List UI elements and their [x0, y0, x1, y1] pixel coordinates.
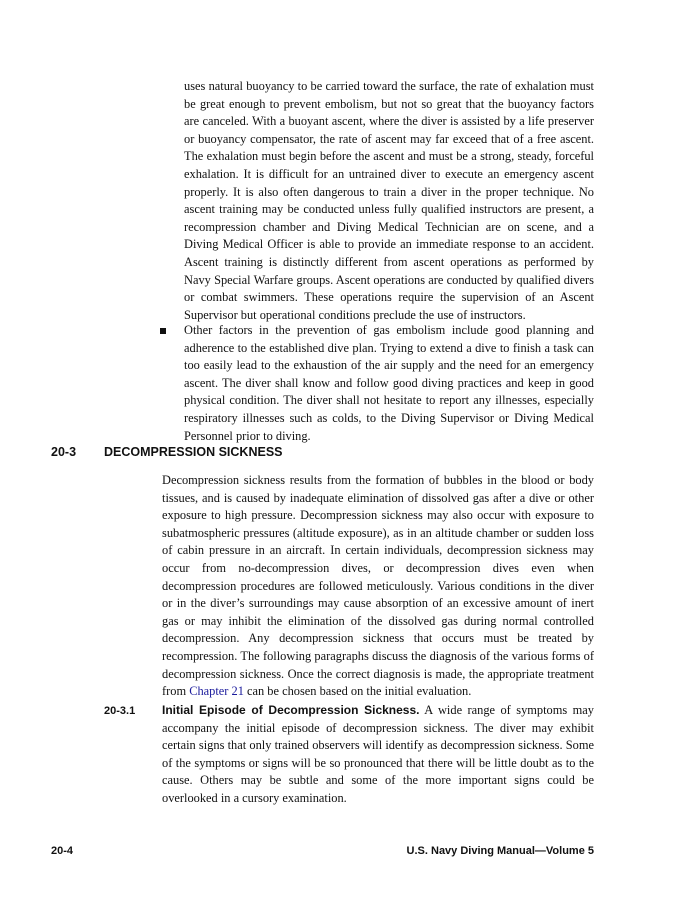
paragraph-text: Decompression sickness results from the formation of bubbles in the blood or body tissues, and is caused by inadequate elimination of dissolved gas after a dive or other exposure to high pressure. Decompression sickness may also occur with exposure to subatmospheric pressures (altitude exposure), as in an altitude chamber or sudden loss of cabin pressure in an aircraft. In certain individuals, decompression sickness may occur from no-decompression dives, or decompression dives even when decompression procedures are followed meticulously. Various conditions in the diver or in the diver’s surroundings may cause absorption of an excessive amount of inert gas or may inhibit the elimination of the dissolved gas during normal controlled decompression. Any decompression sickness that occurs must be treated by recompression. The following paragraphs discuss the diagnosis of the various forms of decompression sickness. Once the correct diagnosis is made, the appropriate treatment from [162, 473, 594, 699]
paragraph-text-end: can be chosen based on the initial evaluation. [243, 684, 472, 699]
footer-page-number: 20-4 [51, 845, 74, 857]
square-bullet-icon [160, 328, 166, 334]
paragraph-ascent-training: uses natural buoyancy to be carried toward the surface, the rate of exhalation must be great enough to prevent embolism, but not so great that the buoyancy factors are canceled. With a buoyant ascent, where the diver is assisted by a life preserver or buoyancy compensator, the rate of ascent may far exceed that of a free ascent. The exhalation must begin before the ascent and must be a strong, steady, forceful exhalation. It is difficult for an untrained diver to execute an emergency ascent properly. It is also often dangerous to train a diver in the proper technique. No ascent training may be conducted unless fully qualified instructors are present, a recompression chamber and Diving Medical Technician are on scene, and a Diving Medical Officer is able to provide an immediate response to an accident. Ascent training is distinctly different from ascent operations as performed by Navy Special Warfare groups. Ascent operations are conducted by qualified divers or combat swimmers. These operations require the supervision of an Ascent Supervisor but operational conditions preclude the use of instructors. [184, 79, 594, 322]
chapter-21-link[interactable]: Chapter 21 [189, 684, 244, 699]
paragraph-decompression-sickness [162, 472, 594, 701]
paragraph-prevention-factors: Other factors in the prevention of gas embolism include good planning and adherence to the established dive plan. Trying to extend a dive to finish a task can too easily lead to the exhaustion of the air supply and the need for an emergency ascent. The diver shall know and follow good diving practices and keep in good physical condition. The diver shall not hesitate to report any illnesses, especially respiratory illnesses such as colds, to the Diving Supervisor or Diving Medical Personnel prior to diving. [184, 323, 594, 443]
footer-manual-title: U.S. Navy Diving Manual—Volume 5 [406, 845, 594, 857]
section-number: 20-3 [51, 445, 77, 459]
subsection-title: Initial Episode of Decompression Sickness. [162, 703, 420, 717]
subsection-text: A wide range of symptoms may accompany the initial episode of decompression sickness. The diver may exhibit certain signs that only trained observers will identify as decompression sickness. Some of the symptoms or signs will be so pronounced that there will be little doubt as to the cause. Others may be subtle and some of the more important signs could be overlooked in a cursory examination. [162, 703, 594, 805]
subsection-number: 20-3.1 [104, 705, 136, 717]
paragraph-initial-episode [162, 702, 594, 808]
section-title: DECOMPRESSION SICKNESS [104, 445, 283, 459]
